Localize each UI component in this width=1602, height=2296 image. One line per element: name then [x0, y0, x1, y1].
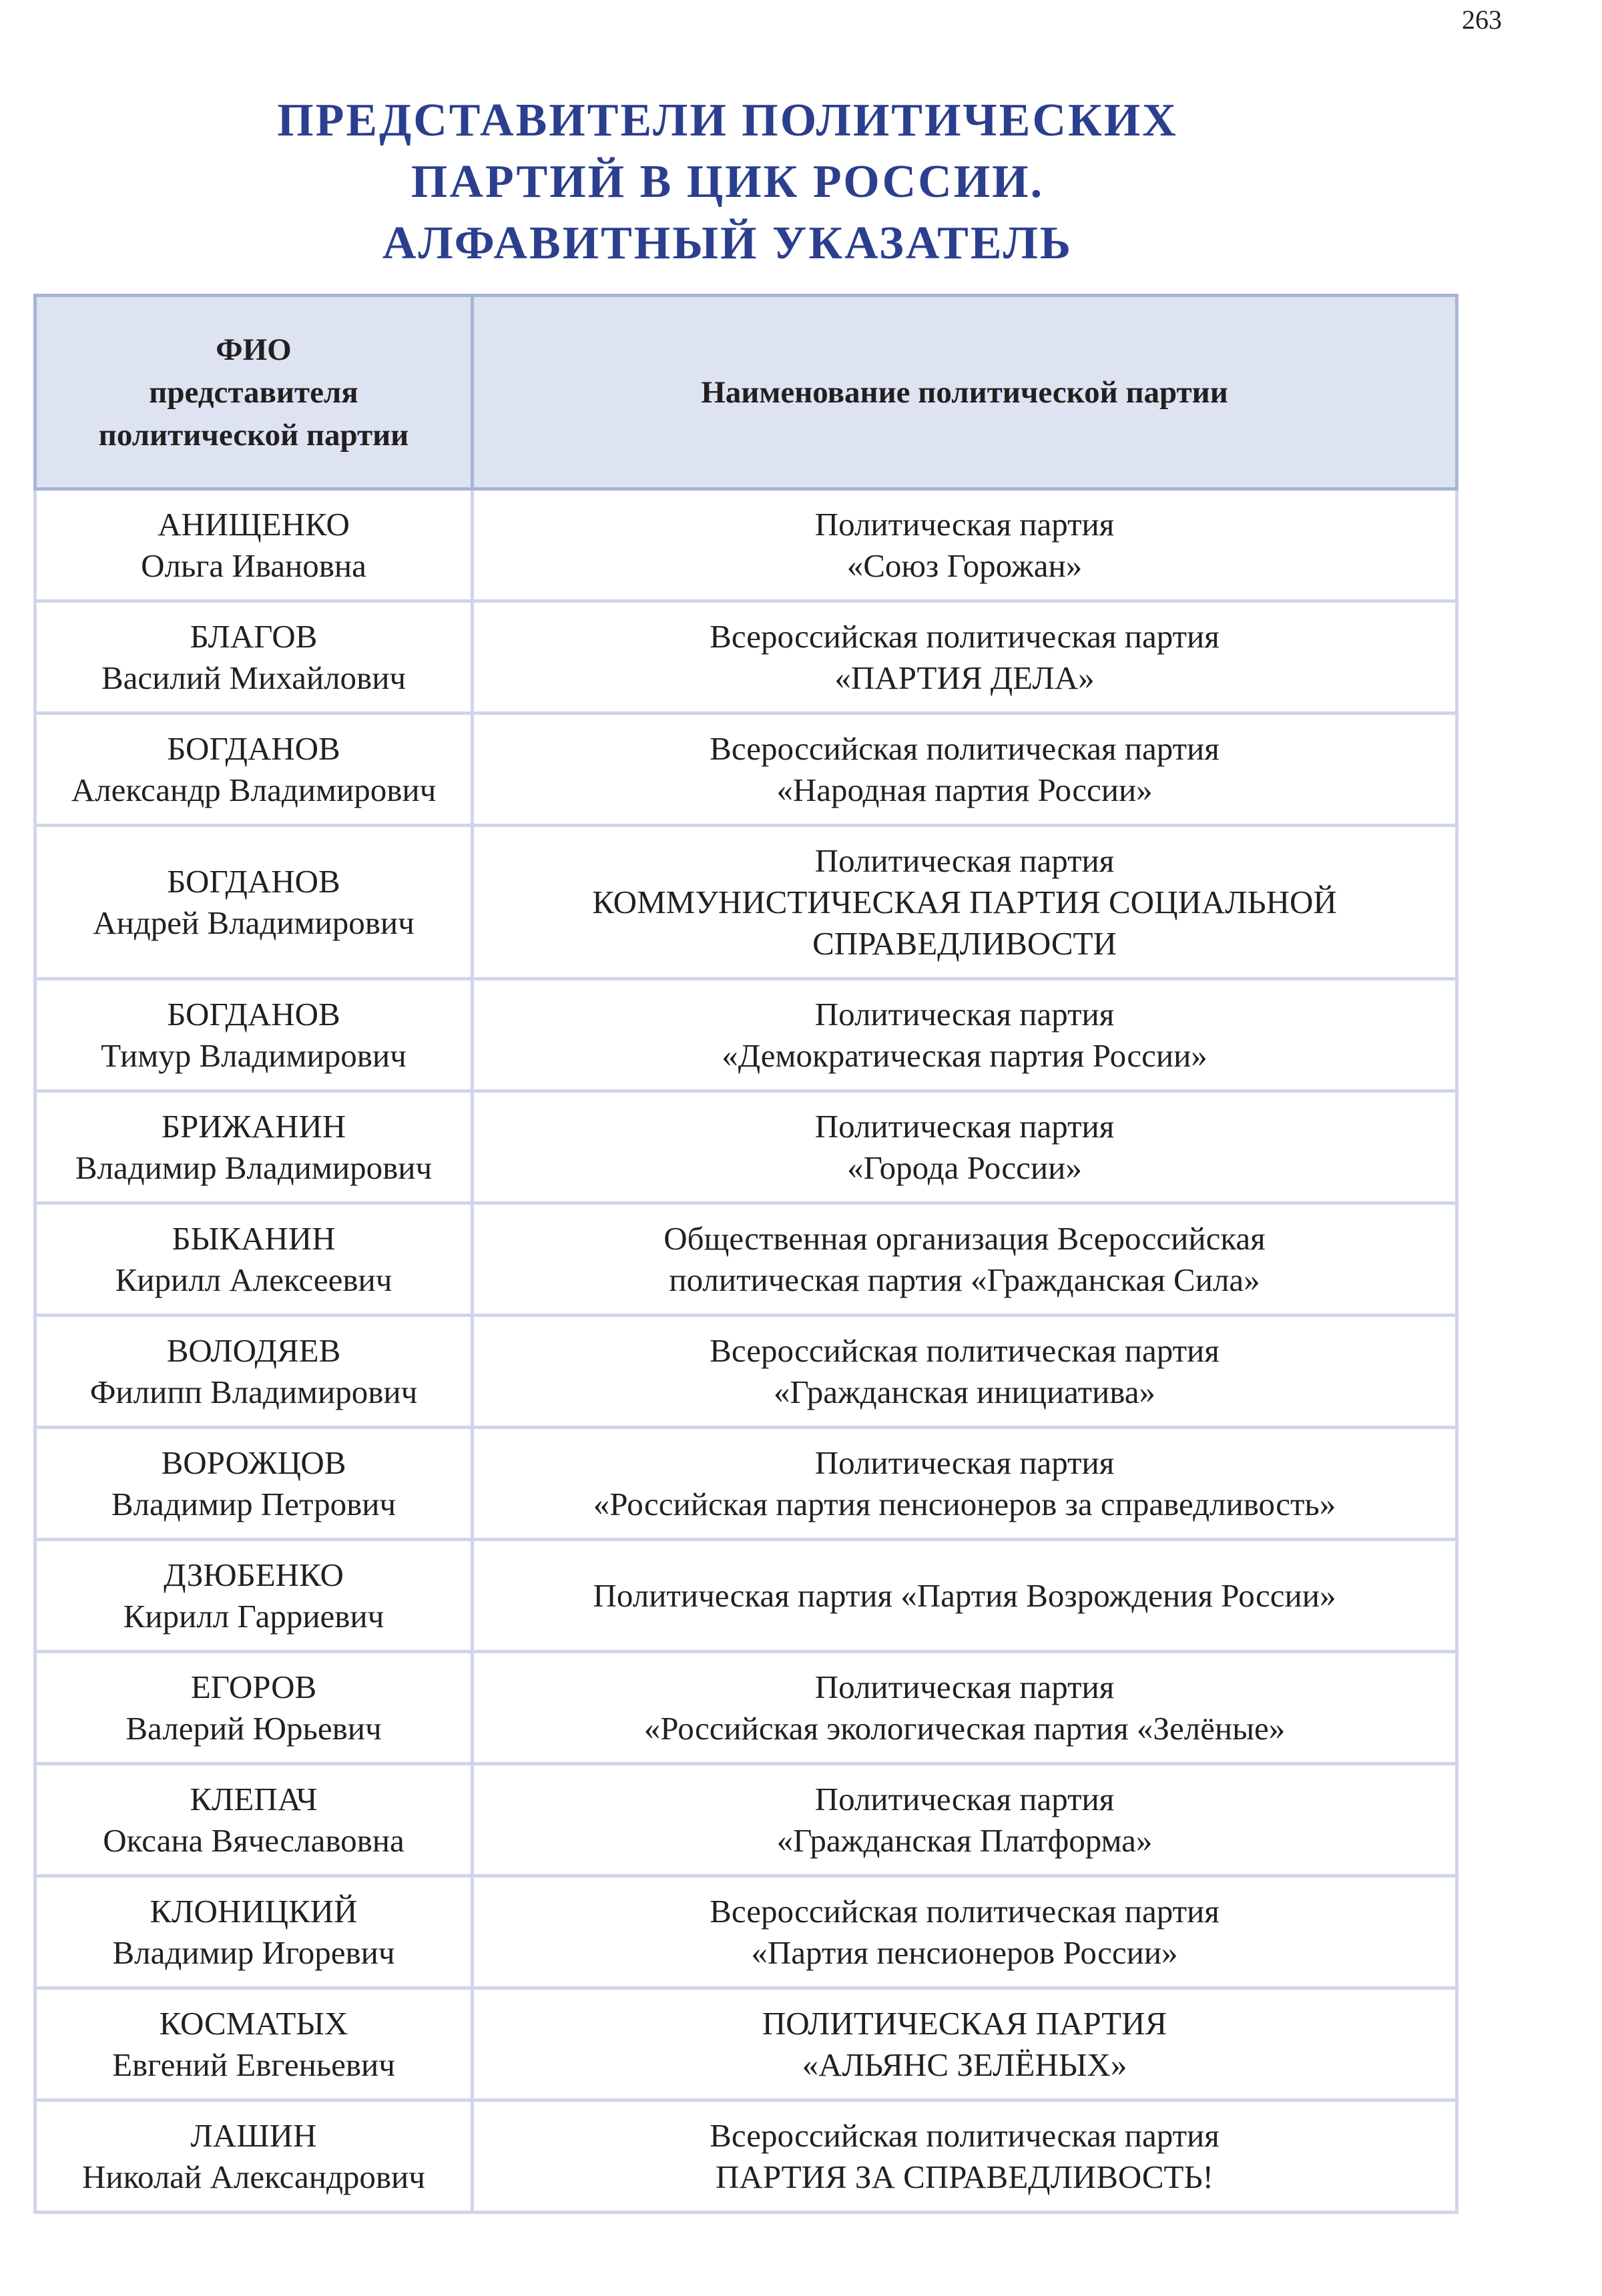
- party-name-line: «Гражданская Платформа»: [776, 1821, 1153, 1859]
- party-name-line: политическая партия «Гражданская Сила»: [669, 1261, 1260, 1298]
- table-row: [35, 1203, 1457, 1316]
- party-name-cell: [473, 1876, 1457, 1988]
- representative-name-cell: [35, 979, 473, 1091]
- table-row: [35, 826, 1457, 979]
- title-line: АЛФАВИТНЫЙ УКАЗАТЕЛЬ: [382, 218, 1073, 269]
- party-name-line: Всероссийская политическая партия: [710, 1892, 1220, 1930]
- party-name-line: «Российская партия пенсионеров за справедливость»: [593, 1485, 1336, 1522]
- table-row: [35, 1316, 1457, 1428]
- table-row: [35, 1652, 1457, 1764]
- party-name-line: Политическая партия: [814, 1444, 1115, 1481]
- party-name-line: Общественная организация Всероссийская: [663, 1219, 1266, 1257]
- representative-given-names: Александр Владимирович: [71, 771, 437, 808]
- party-name-line: «Демократическая партия России»: [722, 1037, 1208, 1074]
- representative-given-names: Тимур Владимирович: [101, 1037, 407, 1074]
- party-name-cell: [473, 601, 1457, 713]
- party-name-cell: [473, 1203, 1457, 1316]
- page-title: [0, 90, 1455, 274]
- party-name-line: «Народная партия России»: [776, 771, 1153, 808]
- representative-name-cell: [35, 1091, 473, 1203]
- title-line: ПРЕДСТАВИТЕЛИ ПОЛИТИЧЕСКИХ: [277, 95, 1178, 146]
- header-party-cell: Наименование политической партии: [473, 296, 1457, 489]
- representative-name-cell: [35, 1203, 473, 1316]
- party-name-cell: [473, 979, 1457, 1091]
- title-line: ПАРТИЙ В ЦИК РОССИИ.: [411, 156, 1045, 208]
- party-name-line: Политическая партия: [814, 1107, 1115, 1145]
- party-name-cell: [473, 1652, 1457, 1764]
- party-name-cell: [473, 1091, 1457, 1203]
- table-header-row: [35, 296, 1457, 489]
- table-row: [35, 979, 1457, 1091]
- representative-given-names: Ольга Ивановна: [141, 547, 366, 584]
- representative-given-names: Оксана Вячеславовна: [103, 1821, 405, 1859]
- table-row: [35, 1428, 1457, 1540]
- party-name-cell: [473, 826, 1457, 979]
- party-name-line: «Российская экологическая партия «Зелёные»: [643, 1709, 1286, 1747]
- party-name-line: «Партия пенсионеров России»: [751, 1934, 1178, 1971]
- party-name-line: Политическая партия: [814, 842, 1115, 879]
- header-name-cell: [35, 296, 473, 489]
- header-name-line: ФИО: [216, 332, 292, 367]
- party-name-line: Всероссийская политическая партия: [710, 730, 1220, 767]
- party-name-line: КОММУНИСТИЧЕСКАЯ ПАРТИЯ СОЦИАЛЬНОЙ: [592, 883, 1337, 920]
- representative-name-cell: [35, 489, 473, 601]
- representative-surname: БОГДАНОВ: [167, 730, 340, 767]
- representative-name-cell: [35, 826, 473, 979]
- party-name-line: «Города России»: [847, 1149, 1082, 1186]
- party-name-line: «Гражданская инициатива»: [773, 1373, 1156, 1410]
- table-row: [35, 1540, 1457, 1652]
- page-number: 263: [1462, 5, 1502, 35]
- party-name-line: «ПАРТИЯ ДЕЛА»: [834, 659, 1095, 696]
- party-name-cell: [473, 1540, 1457, 1652]
- table-row: [35, 1876, 1457, 1988]
- representative-given-names: Владимир Владимирович: [75, 1149, 433, 1186]
- party-name-line: ПОЛИТИЧЕСКАЯ ПАРТИЯ: [762, 2004, 1167, 2042]
- representative-surname: БОГДАНОВ: [167, 862, 340, 900]
- party-name-line: «АЛЬЯНС ЗЕЛЁНЫХ»: [802, 2046, 1127, 2083]
- party-name-line: Политическая партия: [814, 995, 1115, 1033]
- representative-given-names: Валерий Юрьевич: [125, 1709, 382, 1747]
- party-name-line: Политическая партия: [814, 505, 1115, 543]
- party-name-line: Политическая партия «Партия Возрождения России»: [593, 1576, 1336, 1614]
- party-name-line: Всероссийская политическая партия: [710, 2116, 1220, 2154]
- representative-name-cell: [35, 713, 473, 826]
- table-row: [35, 1091, 1457, 1203]
- representative-name-cell: [35, 1764, 473, 1876]
- representative-given-names: Евгений Евгеньевич: [112, 2046, 395, 2083]
- representative-surname: ДЗЮБЕНКО: [164, 1556, 344, 1593]
- representative-name-cell: [35, 601, 473, 713]
- representative-given-names: Василий Михайлович: [101, 659, 407, 696]
- representative-given-names: Владимир Игоревич: [112, 1934, 395, 1971]
- representative-surname: КЛЕПАЧ: [190, 1780, 318, 1817]
- table-row: [35, 1764, 1457, 1876]
- party-name-cell: [473, 1764, 1457, 1876]
- header-name-line: представителя: [149, 374, 358, 410]
- representative-name-cell: [35, 1652, 473, 1764]
- representative-name-cell: [35, 1876, 473, 1988]
- representative-surname: БРИЖАНИН: [161, 1107, 346, 1145]
- representative-given-names: Николай Александрович: [82, 2158, 425, 2195]
- representative-name-cell: [35, 1428, 473, 1540]
- party-name-cell: [473, 489, 1457, 601]
- party-name-line: ПАРТИЯ ЗА СПРАВЕДЛИВОСТЬ!: [716, 2158, 1214, 2195]
- representative-given-names: Кирилл Гарриевич: [123, 1597, 384, 1635]
- representative-given-names: Кирилл Алексеевич: [115, 1261, 392, 1298]
- table-row: [35, 2100, 1457, 2213]
- representative-surname: ВОЛОДЯЕВ: [166, 1332, 341, 1369]
- party-name-line: СПРАВЕДЛИВОСТИ: [812, 924, 1117, 962]
- representative-surname: АНИЩЕНКО: [158, 505, 350, 543]
- party-name-line: Политическая партия: [814, 1780, 1115, 1817]
- representative-surname: КЛОНИЦКИЙ: [150, 1892, 358, 1930]
- representative-surname: ВОРОЖЦОВ: [161, 1444, 346, 1481]
- representative-given-names: Филипп Владимирович: [89, 1373, 418, 1410]
- party-name-line: «Союз Горожан»: [846, 547, 1083, 584]
- representative-surname: ЛАШИН: [190, 2116, 317, 2154]
- representative-surname: БЛАГОВ: [190, 617, 318, 655]
- representative-surname: КОСМАТЫХ: [159, 2004, 348, 2042]
- representative-name-cell: [35, 2100, 473, 2213]
- representative-name-cell: [35, 1316, 473, 1428]
- party-name-cell: [473, 1428, 1457, 1540]
- representative-surname: БОГДАНОВ: [167, 995, 340, 1033]
- party-name-cell: [473, 713, 1457, 826]
- table-row: [35, 601, 1457, 713]
- representative-surname: БЫКАНИН: [172, 1219, 336, 1257]
- representative-surname: ЕГОРОВ: [190, 1668, 317, 1705]
- header-name-line: политической партии: [98, 417, 409, 453]
- party-name-cell: [473, 2100, 1457, 2213]
- party-name-line: Всероссийская политическая партия: [710, 617, 1220, 655]
- representative-name-cell: [35, 1988, 473, 2100]
- representative-given-names: Андрей Владимирович: [93, 904, 415, 941]
- table-row: [35, 713, 1457, 826]
- table-row: [35, 489, 1457, 601]
- table-row: [35, 1988, 1457, 2100]
- representative-given-names: Владимир Петрович: [111, 1485, 396, 1522]
- party-name-line: Всероссийская политическая партия: [710, 1332, 1220, 1369]
- party-name-cell: [473, 1988, 1457, 2100]
- party-name-line: Политическая партия: [814, 1668, 1115, 1705]
- representatives-table: [33, 294, 1458, 2214]
- party-name-cell: [473, 1316, 1457, 1428]
- representative-name-cell: [35, 1540, 473, 1652]
